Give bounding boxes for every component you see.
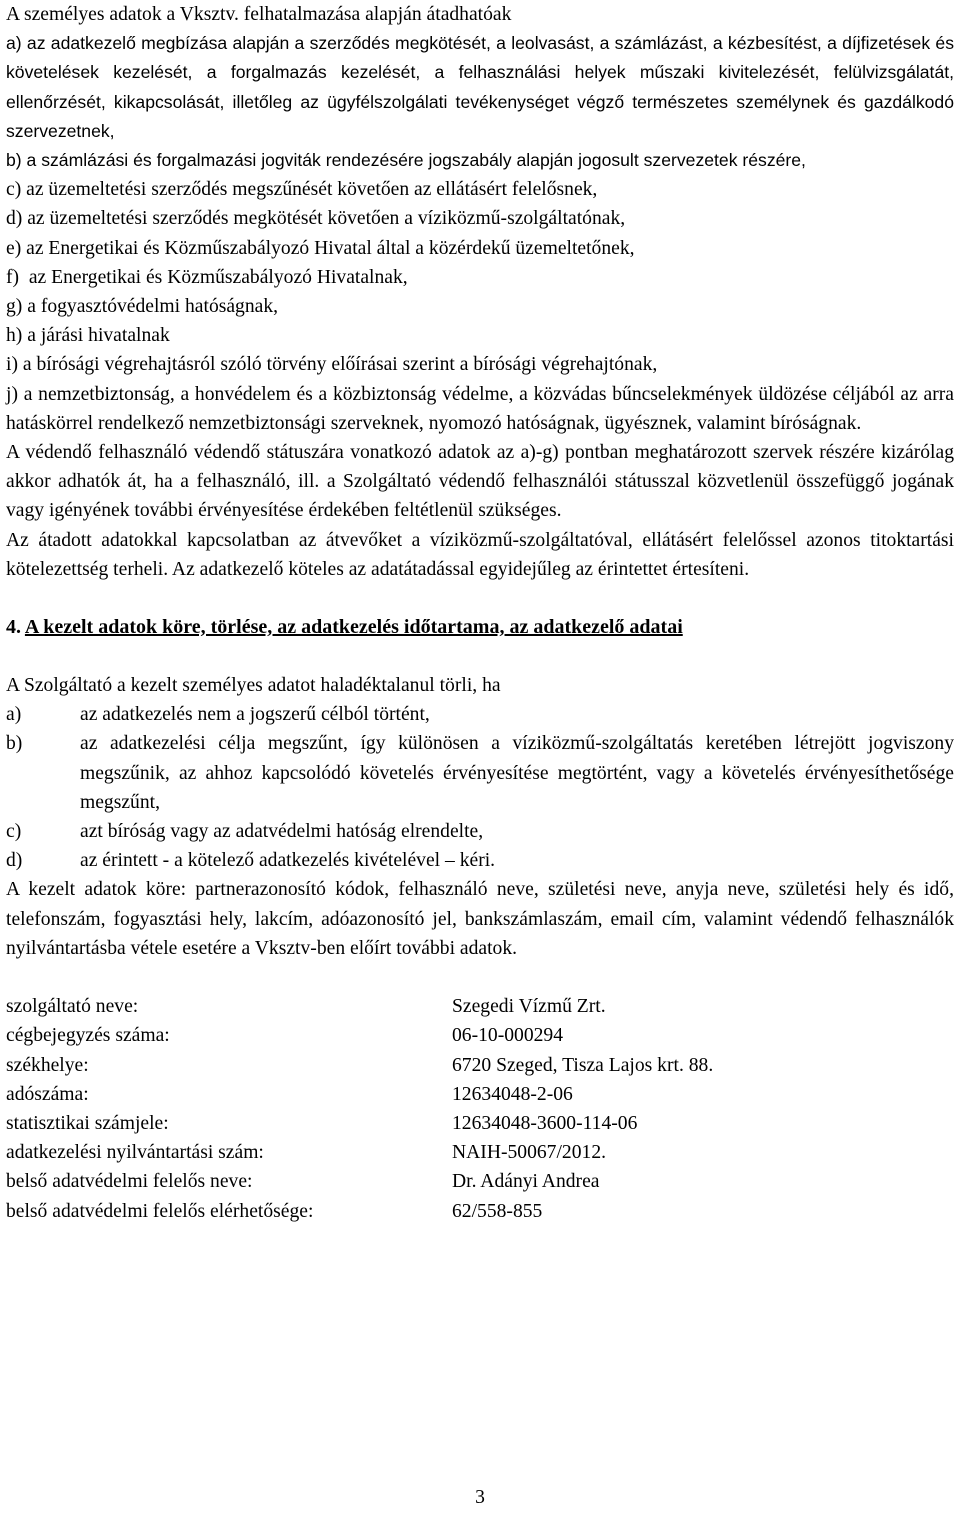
table-row	[6, 1167, 713, 1196]
provider-value: 62/558-855	[452, 1200, 543, 1222]
deletion-item-b	[6, 729, 954, 817]
list-label: b)	[6, 733, 23, 755]
section-4-heading	[6, 613, 954, 642]
provider-value: 12634048-3600-114-06	[452, 1112, 638, 1134]
provider-key: adatkezelési nyilvántartási szám:	[6, 1142, 264, 1164]
provider-value: 6720 Szeged, Tisza Lajos krt. 88.	[452, 1054, 714, 1076]
transfer-item-e: e) az Energetikai és Közműszabályozó Hivatal által a közérdekű üzemeltetőnek,	[6, 237, 635, 259]
provider-key: cégbejegyzés száma:	[6, 1025, 170, 1047]
paragraph-vulnerable-user: A védendő felhasználó védendő státuszára vonatkozó adatok az a)-g) pontban meghatározott szervek részére kizárólag akkor adhatók át, ha a felhasználó, ill. a Szolgáltató védendő felhasználói státusszal közvetlenül összefüggő jogának vagy igényének további érvényesítése érdekében feltétlenül szükséges.	[6, 442, 954, 522]
provider-key: belső adatvédelmi felelős elérhetősége:	[6, 1200, 314, 1222]
provider-key: statisztikai számjele:	[6, 1112, 169, 1134]
document-page	[6, 0, 954, 1226]
table-row	[6, 1021, 713, 1050]
section-4-number: 4.	[6, 616, 21, 639]
transfer-item-d: d) az üzemeltetési szerződés megkötését követően a víziközmű-szolgáltatónak,	[6, 208, 626, 230]
transfer-item-i: i) a bírósági végrehajtásról szóló törvény előírásai szerint a bírósági végrehajtónak,	[6, 354, 658, 376]
table-row	[6, 992, 713, 1021]
section-4-title: A kezelt adatok köre, törlése, az adatkezelés időtartama, az adatkezelő adatai	[24, 616, 683, 639]
deletion-item-a	[6, 700, 954, 729]
table-row	[6, 1109, 713, 1138]
table-row	[6, 1080, 713, 1109]
provider-key: belső adatvédelmi felelős neve:	[6, 1171, 253, 1193]
data-scope-paragraph: A kezelt adatok köre: partnerazonosító kódok, felhasználó neve, születési neve, anyja neve, születési hely és idő, telefonszám, fogyasztási hely, lakcím, adóazonosító jel, bankszámlaszám, email cím, valamint védendő felhasználók nyilvántartásba vétele esetére a Vksztv-ben előírt további adatok.	[6, 879, 954, 959]
spacer	[6, 584, 954, 613]
table-row	[6, 1197, 713, 1226]
list-text: az adatkezelési célja megszűnt, így különösen a víziközmű-szolgáltatás keretében létrejött jogviszony megszűnik, az ahhoz kapcsolódó követelés érvényesítése megtörtént, vagy a követelés érvényesíthetősége megszűnt,	[80, 733, 954, 813]
list-label: c)	[6, 821, 22, 843]
transfer-item-f: f) az Energetikai és Közműszabályozó Hivatalnak,	[6, 266, 408, 288]
list-text: az adatkezelés nem a jogszerű célból történt,	[80, 704, 430, 726]
provider-key: adószáma:	[6, 1083, 89, 1105]
provider-key: székhelye:	[6, 1054, 89, 1076]
list-label: d)	[6, 850, 23, 872]
provider-value: Szegedi Vízmű Zrt.	[452, 996, 606, 1018]
transfer-item-h: h) a járási hivatalnak	[6, 325, 170, 347]
intro-first-line: A személyes adatok a Vksztv. felhatalmazása alapján átadhatóak	[6, 4, 512, 25]
spacer	[6, 963, 954, 992]
page-number: 3	[475, 1487, 485, 1508]
table-row	[6, 1051, 713, 1080]
provider-value: 06-10-000294	[452, 1025, 564, 1047]
table-row	[6, 1138, 713, 1167]
list-text: azt bíróság vagy az adatvédelmi hatóság elrendelte,	[80, 821, 484, 843]
paragraph-confidentiality: Az átadott adatokkal kapcsolatban az átvevőket a víziközmű-szolgáltatóval, ellátásért felelőssel azonos titoktartási kötelezettség terheli. Az adatkezelő köteles az adatátadással egyidejűleg az érintettet értesíteni.	[6, 529, 954, 580]
provider-info-table	[6, 992, 713, 1226]
provider-key: szolgáltató neve:	[6, 996, 139, 1018]
transfer-item-g: g) a fogyasztóvédelmi hatóságnak,	[6, 296, 279, 318]
provider-value: 12634048-2-06	[452, 1083, 573, 1105]
deletion-item-c	[6, 817, 954, 846]
intro-item-a: a) az adatkezelő megbízása alapján a szerződés megkötését, a leolvasást, a számlázást, a kézbesítést, a díjfizetések és követelések kezelését, a forgalmazás kezelését, a felhasználási helyek műszaki kivitelezését, felülvizsgálatát, ellenőrzését, kikapcsolását, illetőleg az ügyfélszolgálati tevékenységet végző természetes személynek és gazdálkodó szervezetnek,	[6, 33, 954, 141]
deletion-item-d	[6, 846, 954, 875]
spacer	[6, 642, 954, 671]
list-text: az érintett - a kötelező adatkezelés kivételével – kéri.	[80, 850, 496, 872]
intro-item-b: b) a számlázási és forgalmazási jogviták rendezésére jogszabály alapján jogosult szervezetek részére,	[6, 150, 806, 171]
deletion-lead: A Szolgáltató a kezelt személyes adatot haladéktalanul törli, ha	[6, 675, 501, 697]
list-label: a)	[6, 704, 22, 726]
transfer-item-j: j) a nemzetbiztonság, a honvédelem és a közbiztonság védelme, a közvádas bűncselekmények üldözése céljából az arra hatáskörrel rendelkező nemzetbiztonsági szerveknek, nyomozó hatóságnak, ügyésznek, valamint bíróságnak.	[6, 383, 954, 434]
transfer-item-c: c) az üzemeltetési szerződés megszűnését követően az ellátásért felelősnek,	[6, 179, 598, 201]
provider-value: NAIH-50067/2012.	[452, 1142, 607, 1164]
provider-value: Dr. Adányi Andrea	[452, 1171, 600, 1193]
